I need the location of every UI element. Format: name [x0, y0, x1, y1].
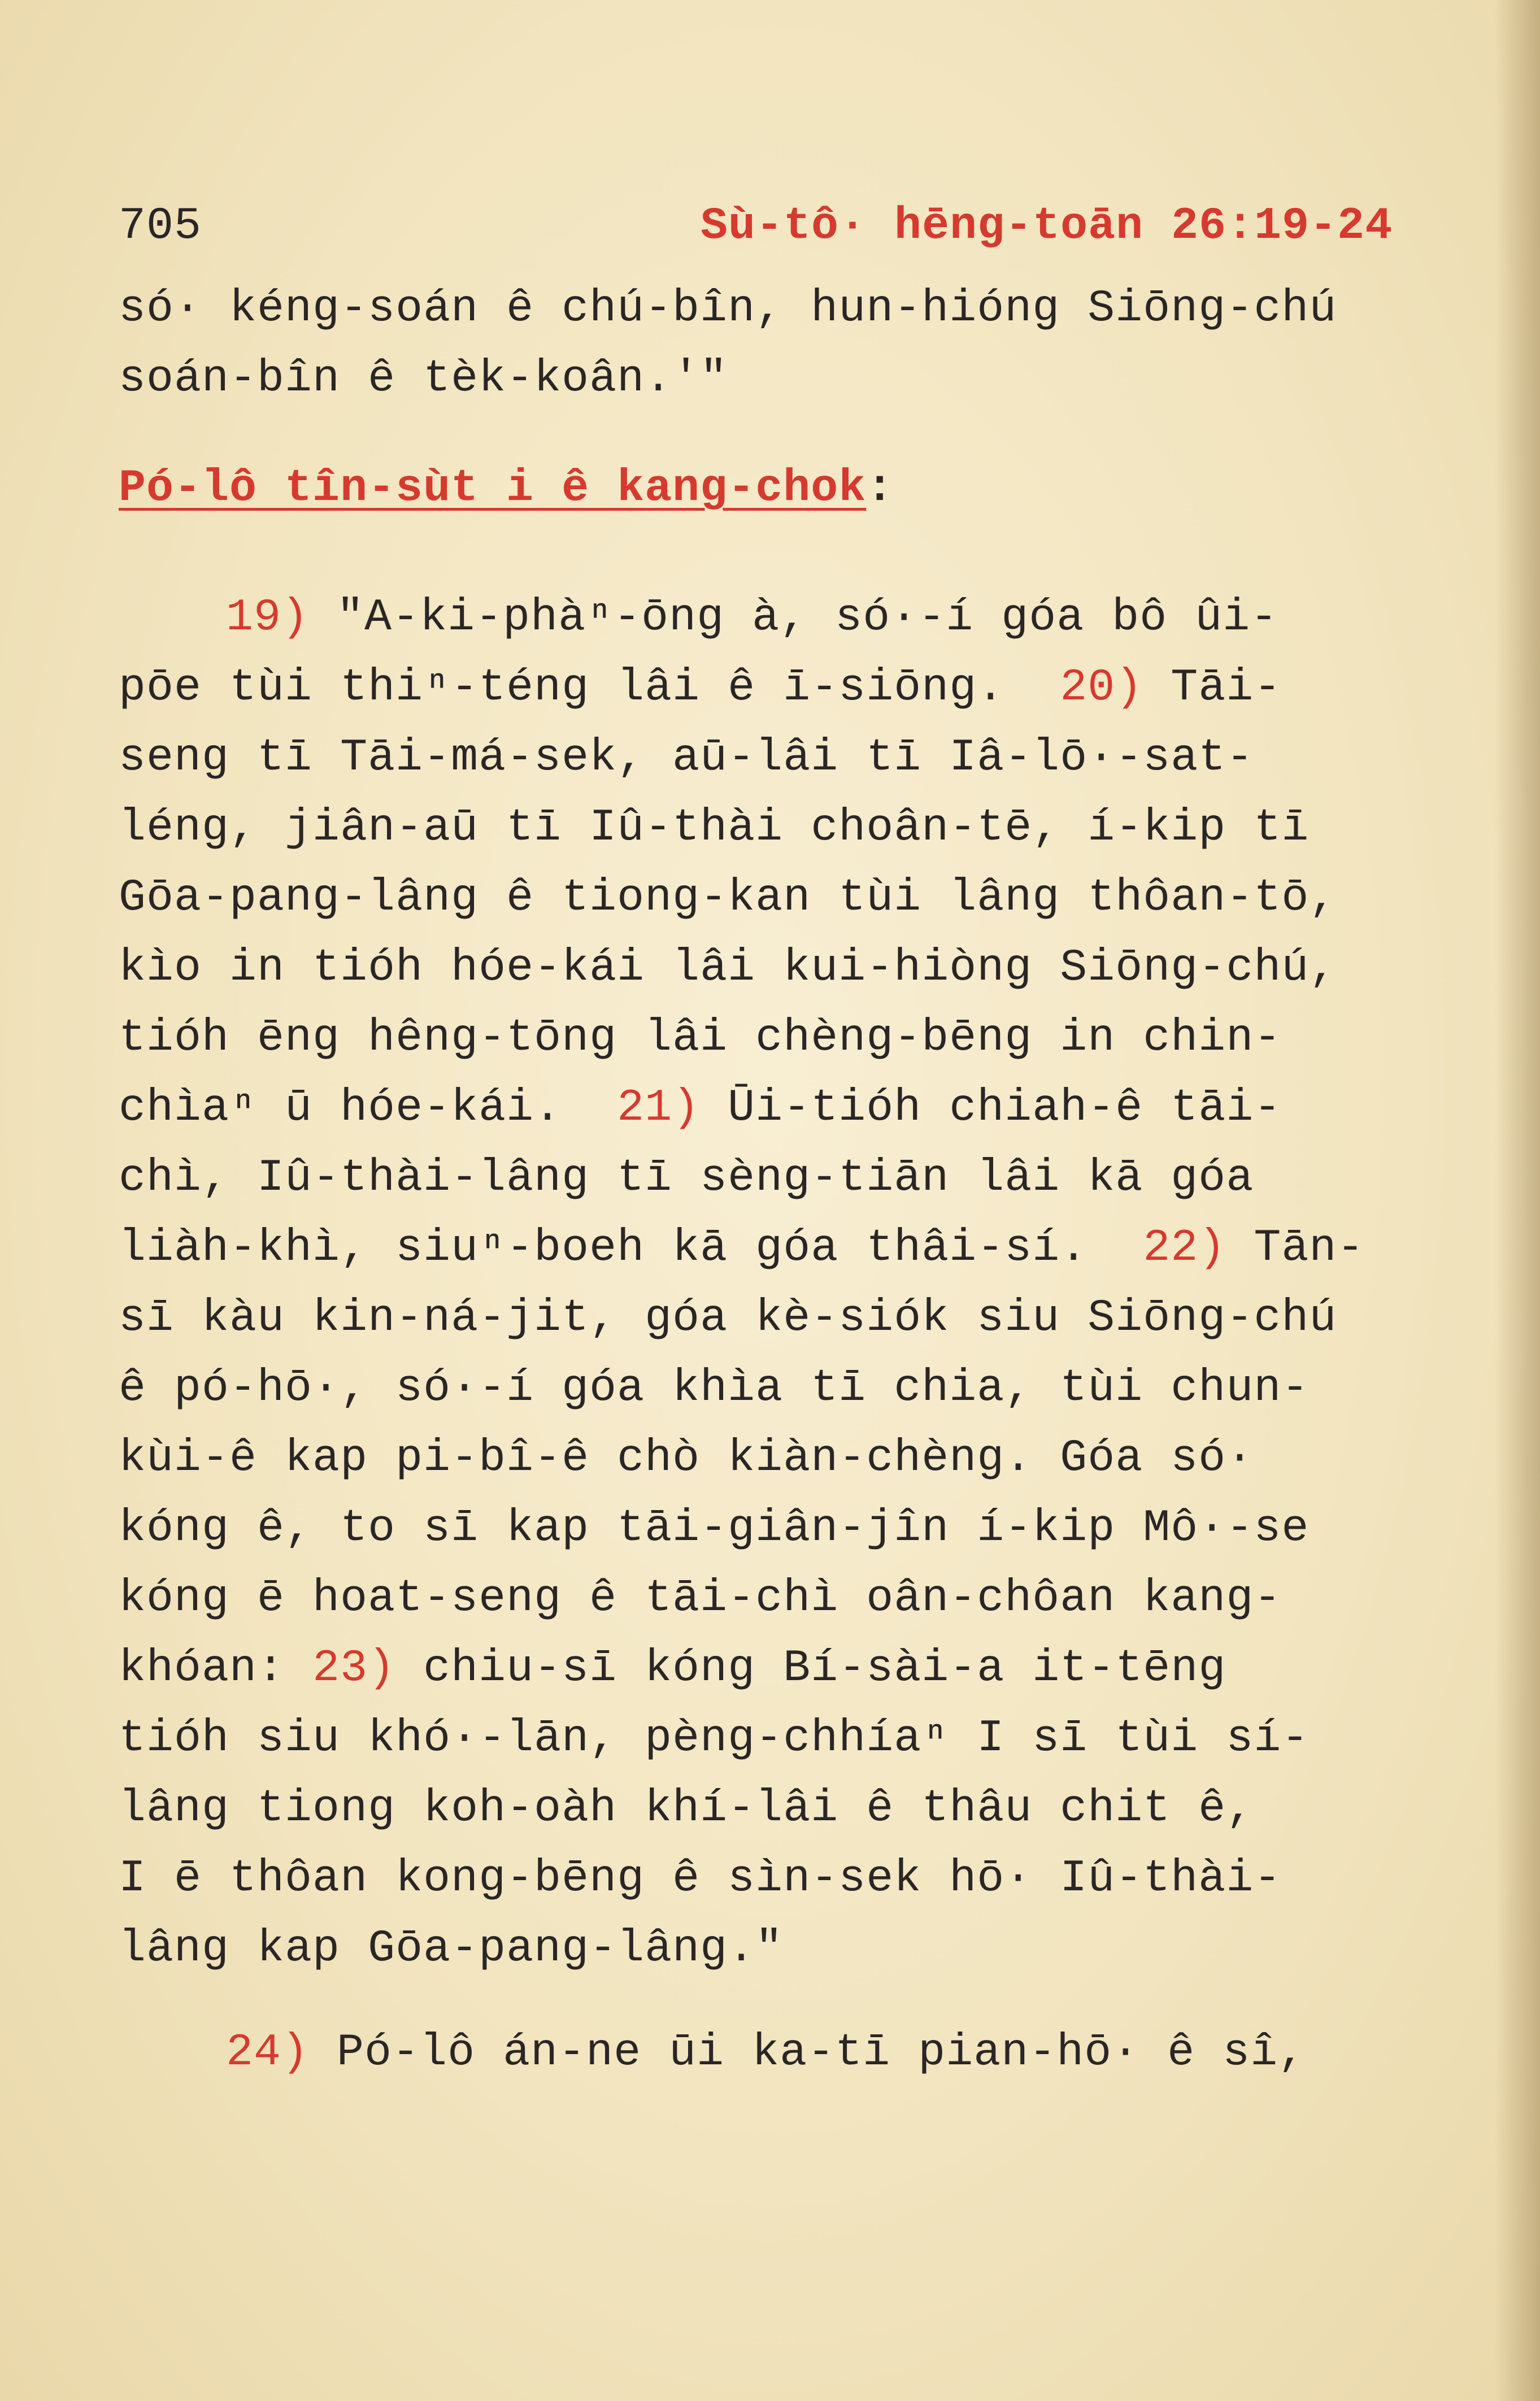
verse-text: kìo in tióh hóe-kái lâi kui-hiòng Siōng-chú, — [119, 942, 1337, 994]
text-line — [119, 1143, 1435, 1213]
opening-text — [119, 274, 1435, 414]
text-line — [119, 1774, 1435, 1844]
verse-text: Tān- — [1226, 1223, 1365, 1274]
section-heading-colon: : — [866, 463, 894, 514]
page-edge-shadow — [1495, 0, 1540, 2401]
verse-text: Gōa-pang-lâng ê tiong-kan tùi lâng thôan-tō, — [119, 872, 1337, 924]
verse-text: chìaⁿ ū hóe-kái. — [119, 1082, 617, 1134]
verse-text: Tāi- — [1143, 662, 1282, 714]
section-heading-text: Pó-lô tîn-sùt i ê kang-chok — [119, 463, 867, 514]
text-line — [119, 1213, 1435, 1284]
page-content — [119, 201, 1435, 2088]
section-heading — [119, 454, 1435, 524]
text-line — [119, 1564, 1435, 1634]
text-line — [119, 1704, 1435, 1774]
verse-text: chiu-sī kóng Bí-sài-a it-tēng — [395, 1643, 1226, 1694]
paragraph-gap — [119, 1984, 1435, 2018]
text-line — [119, 653, 1435, 723]
text-line — [119, 1634, 1435, 1704]
verse-text: "A-ki-phàⁿ-ōng à, só·-í góa bô ûi- — [309, 592, 1278, 643]
verse-text: tióh siu khó·-lān, pèng-chhíaⁿ I sī tùi sí- — [119, 1713, 1310, 1764]
verse-text: lâng tiong koh-oàh khí-lâi ê thâu chit ê, — [119, 1783, 1254, 1834]
verse-number: 21) — [617, 1082, 701, 1134]
verse-text: Pó-lô án-ne ūi ka-tī pian-hō· ê sî, — [309, 2027, 1306, 2078]
text-line — [119, 583, 1435, 653]
text-line — [119, 1424, 1435, 1494]
verse-text: kùi-ê kap pi-bî-ê chò kiàn-chèng. Góa só· — [119, 1433, 1254, 1484]
verse-number: 22) — [1143, 1223, 1226, 1274]
verse-number: 23) — [312, 1643, 396, 1694]
text-line — [119, 1494, 1435, 1564]
verse-text: tióh ēng hêng-tōng lâi chèng-bēng in chin- — [119, 1012, 1282, 1064]
text-line — [119, 863, 1435, 933]
verse-text: I ē thôan kong-bēng ê sìn-sek hō· Iû-thài- — [119, 1853, 1282, 1904]
verse-text: liàh-khì, siuⁿ-boeh kā góa thâi-sí. — [119, 1223, 1143, 1274]
verse-number: 19) — [226, 592, 310, 643]
page-number: 705 — [119, 201, 202, 252]
text-line — [119, 1844, 1435, 1914]
running-title: Sù-tô· hēng-toān 26:19-24 — [701, 201, 1393, 252]
verse-text: léng, jiân-aū tī Iû-thài choân-tē, í-kip tī — [119, 802, 1310, 854]
verse-text: kóng ê, to sī kap tāi-giân-jîn í-kip Mô·-se — [119, 1503, 1310, 1554]
verse-text: kóng ē hoat-seng ê tāi-chì oân-chôan kang- — [119, 1573, 1282, 1624]
text-line — [119, 1914, 1435, 1984]
text-line — [119, 1284, 1435, 1354]
verse-number: 20) — [1060, 662, 1143, 714]
text-line — [119, 1354, 1435, 1424]
text-line — [119, 1073, 1435, 1143]
text-line: só· kéng-soán ê chú-bîn, hun-hióng Siōng-chú — [119, 283, 1337, 334]
verse-text: ê pó-hō·, só·-í góa khìa tī chia, tùi chun- — [119, 1363, 1310, 1414]
text-line — [119, 933, 1435, 1003]
verse-number: 24) — [226, 2027, 310, 2078]
verse-text: Ūi-tióh chiah-ê tāi- — [700, 1082, 1282, 1134]
text-line — [119, 793, 1435, 863]
page-header — [119, 201, 1435, 274]
verse-text: pōe tùi thiⁿ-téng lâi ê ī-siōng. — [119, 662, 1060, 714]
text-line — [119, 723, 1435, 793]
verse-text: chì, Iû-thài-lâng tī sèng-tiān lâi kā góa — [119, 1152, 1254, 1204]
verse-text: sī kàu kin-ná-jit, góa kè-siók siu Siōng-chú — [119, 1293, 1337, 1344]
paragraph-verses-19-23 — [119, 583, 1435, 1984]
text-line — [119, 1003, 1435, 1073]
verse-text: lâng kap Gōa-pang-lâng." — [119, 1923, 784, 1974]
verse-text: khóan: — [119, 1643, 313, 1694]
text-line: soán-bîn ê tèk-koân.'" — [119, 353, 728, 404]
verse-text: seng tī Tāi-má-sek, aū-lâi tī Iâ-lō·-sat- — [119, 732, 1254, 784]
text-line-verse-24 — [119, 2018, 1435, 2088]
